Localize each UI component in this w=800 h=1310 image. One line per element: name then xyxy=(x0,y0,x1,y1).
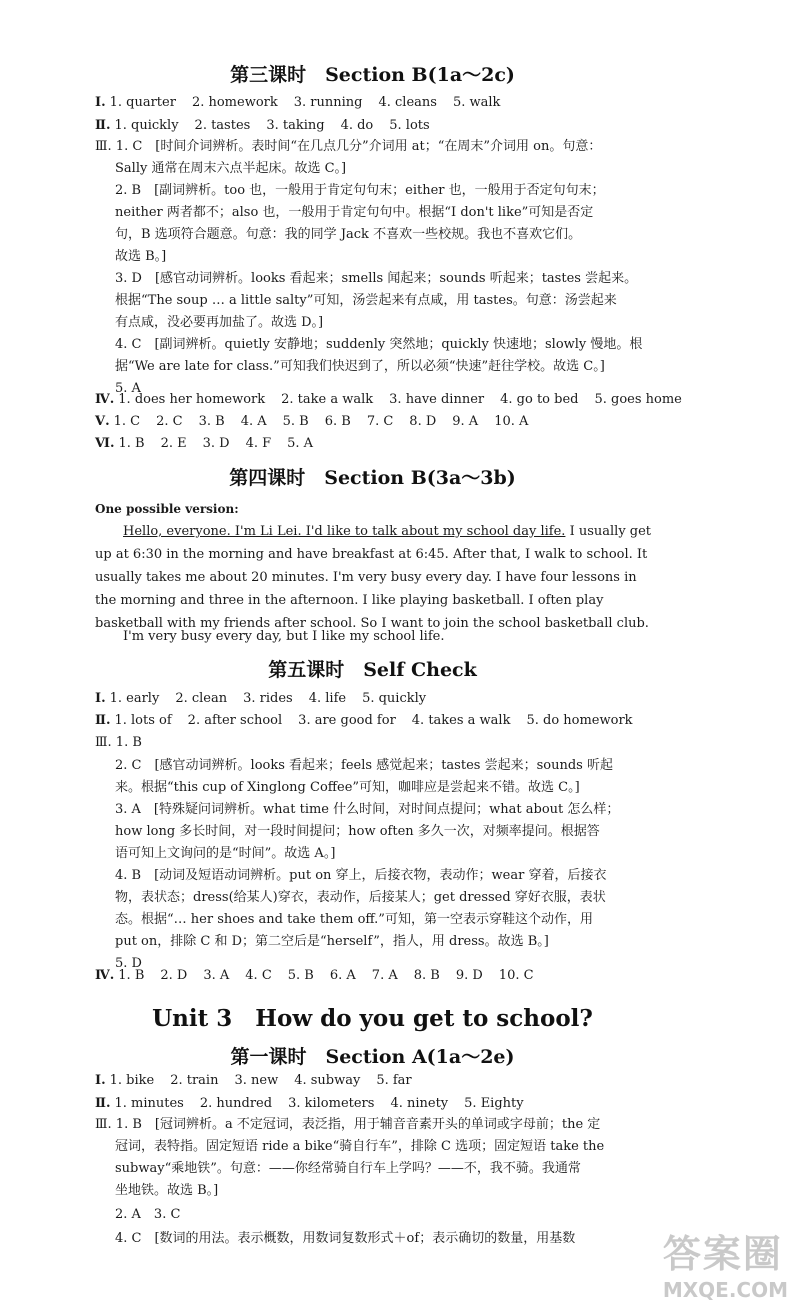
explanation-line: 坐地铁。故选 B。] xyxy=(115,1183,219,1198)
explanation-line: subway“乘地铁”。句意：——你经常骑自行车上学吗？——不，我不骑。我通常 xyxy=(115,1161,581,1176)
section-title: 第三课时 Section B(1a～2c) xyxy=(230,64,515,86)
unit-title: Unit 3 How do you get to school? xyxy=(152,1005,593,1032)
section-title: 第一课时 Section A(1a～2e) xyxy=(230,1046,515,1068)
section-title: 第五课时 Self Check xyxy=(268,659,477,681)
explanation-line: 2. B [副词辨析。too 也，一般用于肯定句句末；either 也，一般用于否定句句末； xyxy=(115,183,605,198)
explanation-line: 态。根据“… her shoes and take them off.”可知，第一空表示穿鞋这个动作，用 xyxy=(115,912,593,927)
explanation-line: 4. C [数词的用法。表示概数，用数词复数形式＋of；表示确切的数量，用基数 xyxy=(115,1231,576,1246)
watermark-logo: 答案圈 xyxy=(662,1232,783,1276)
explanation-line: 来。根据“this cup of Xinglong Coffee”可知，咖啡应是尝起来不错。故选 C。] xyxy=(115,780,580,795)
explanation-line: 语可知上文询问的是“时间”。故选 A。] xyxy=(115,846,336,861)
explanation-line: Ⅲ. 1. B xyxy=(95,735,142,750)
explanation-line: 3. D [感官动词辨析。looks 看起来；smells 闻起来；sounds 听起来；tastes 尝起来。 xyxy=(115,271,638,286)
answer-row: Ⅳ. 1. does her homework 2. take a walk 3. have dinner 4. go to bed 5. goes home xyxy=(95,392,682,407)
explanation-line: 根据“The soup … a little salty”可知，汤尝起来有点咸，用 tastes。句意：汤尝起来 xyxy=(115,293,617,308)
underlined-sentence: Hello, everyone. I'm Li Lei. I'd like to talk about my school day life. xyxy=(123,524,566,539)
explanation-line: 物，表状态；dress(给某人)穿衣，表动作，后接某人；get dressed 穿好衣服，表状 xyxy=(115,890,606,905)
section-title: 第四课时 Section B(3a～3b) xyxy=(229,467,516,489)
explanation-line: 2. A 3. C xyxy=(115,1207,181,1222)
explanation-line: 有点咸，没必要再加盐了。故选 D。] xyxy=(115,315,324,330)
explanation-line: put on，排除 C 和 D；第二空后是“herself”，指人，用 dress。故选 B。] xyxy=(115,934,549,949)
explanation-line: 冠词，表特指。固定短语 ride a bike“骑自行车”，排除 C 选项；固定短语 take the xyxy=(115,1139,605,1154)
explanation-line: 5. D xyxy=(115,956,142,971)
answer-row: Ⅱ. 1. lots of 2. after school 3. are good for 4. takes a walk 5. do homework xyxy=(95,713,633,728)
explanation-line: neither 两者都不；also 也，一般用于肯定句句中。根据“I don't like”可知是否定 xyxy=(115,205,594,220)
answer-row: Ⅳ. 1. B 2. D 3. A 4. C 5. B 6. A 7. A 8. B 9. D 10. C xyxy=(95,968,534,983)
explanation-line: Ⅲ. 1. C [时间介词辨析。表时间“在几点几分”介词用 at；“在周末”介词用 on。句意： xyxy=(95,139,602,154)
essay-paragraph: Hello, everyone. I'm Li Lei. I'd like to talk about my school day life. I usually get up at 6:30 in the morning and have breakfast at 6:45. After that, I walk to school. It usually takes me about 20 minutes. I'm very busy every day. I have four lessons in the morning and three in the afternoon. I like playing basketball. I often play basketball with my friends after school. So I want to join the school basketball club. xyxy=(95,524,652,631)
explanation-line: 句，B 选项符合题意。句意：我的同学 Jack 不喜欢一些校规。我也不喜欢它们。 xyxy=(115,227,582,242)
watermark-url: MXQE.COM xyxy=(662,1278,788,1302)
answer-row: Ⅰ. 1. early 2. clean 3. rides 4. life 5. quickly xyxy=(95,691,427,706)
explanation-line: 故选 B。] xyxy=(115,249,167,264)
explanation-line: how long 多长时间，对一段时间提问；how often 多久一次，对频率提问。根据答 xyxy=(115,824,600,839)
essay-paragraph: I'm very busy every day, but I like my school life. xyxy=(123,629,445,644)
explanation-line: Sally 通常在周末六点半起床。故选 C。] xyxy=(115,161,347,176)
answer-row: Ⅵ. 1. B 2. E 3. D 4. F 5. A xyxy=(95,436,314,451)
watermark xyxy=(663,1223,788,1302)
answer-row: Ⅰ. 1. quarter 2. homework 3. running 4. cleans 5. walk xyxy=(95,95,501,110)
explanation-line: 2. C [感官动词辨析。looks 看起来；feels 感觉起来；tastes 尝起来；sounds 听起 xyxy=(115,758,613,773)
explanation-line: 4. C [副词辨析。quietly 安静地；suddenly 突然地；quickly 快速地；slowly 慢地。根 xyxy=(115,337,643,352)
answer-row: Ⅱ. 1. minutes 2. hundred 3. kilometers 4. ninety 5. Eighty xyxy=(95,1096,524,1111)
answer-row: Ⅱ. 1. quickly 2. tastes 3. taking 4. do 5. lots xyxy=(95,118,430,133)
explanation-line: 据“We are late for class.”可知我们快迟到了，所以必须“快速”赶往学校。故选 C。] xyxy=(115,359,605,374)
answer-row: Ⅴ. 1. C 2. C 3. B 4. A 5. B 6. B 7. C 8. D 9. A 10. A xyxy=(95,414,529,429)
explanation-line: 4. B [动词及短语动词辨析。put on 穿上，后接衣物，表动作；wear 穿着，后接衣 xyxy=(115,868,607,883)
explanation-line: 3. A [特殊疑问词辨析。what time 什么时间，对时间点提问；what about 怎么样； xyxy=(115,802,620,817)
explanation-line: Ⅲ. 1. B [冠词辨析。a 不定冠词，表泛指，用于辅音音素开头的单词或字母前；the 定 xyxy=(95,1117,601,1132)
version-label: One possible version: xyxy=(95,502,239,516)
answer-row: Ⅰ. 1. bike 2. train 3. new 4. subway 5. far xyxy=(95,1073,412,1088)
explanation-line: 5. A xyxy=(115,381,141,396)
